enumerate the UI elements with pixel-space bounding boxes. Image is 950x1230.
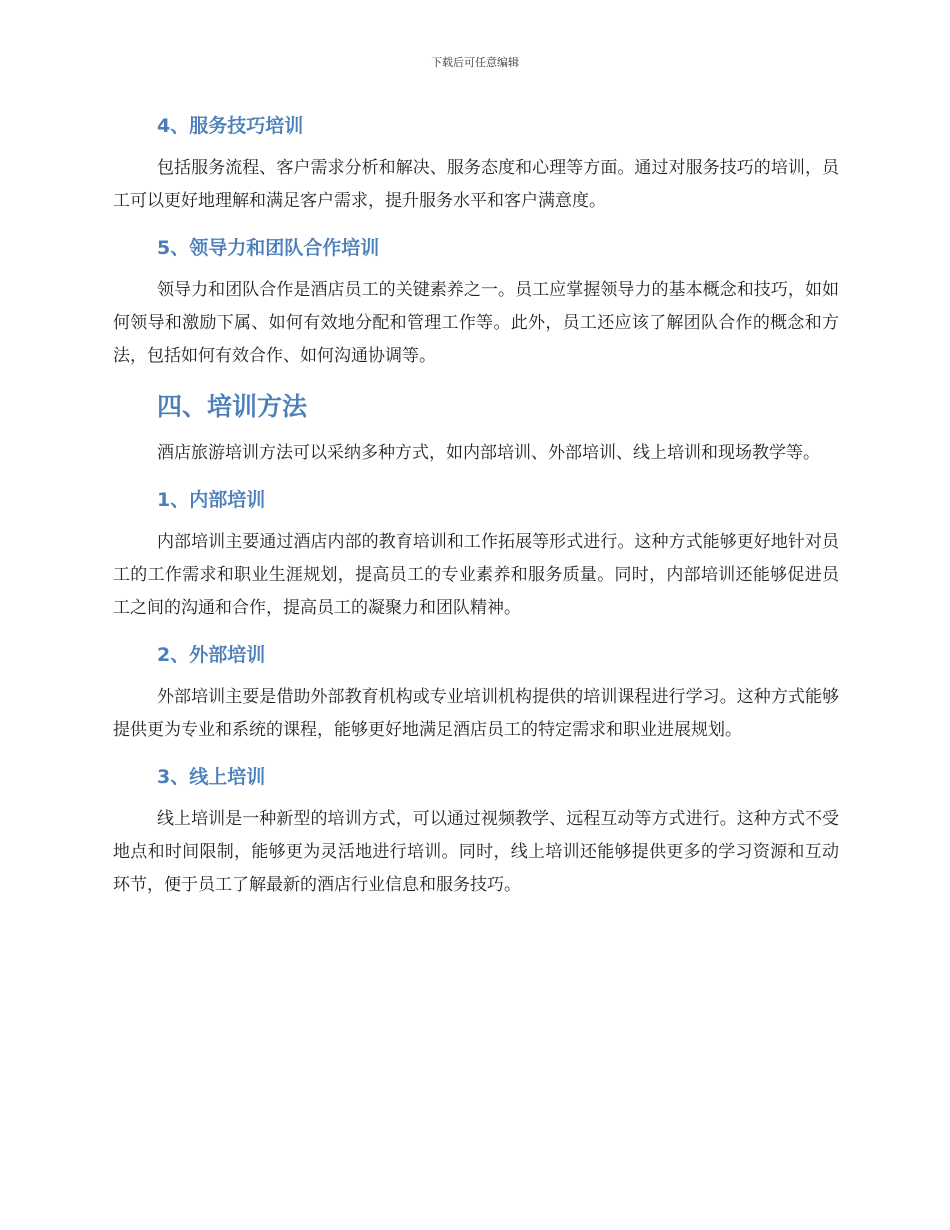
section-heading-service-skills: 4、服务技巧培训	[157, 115, 304, 137]
section-heading-internal-training: 1、内部培训	[157, 489, 266, 511]
paragraph-leadership: 领导力和团队合作是酒店员工的关键素养之一。员工应掌握领导力的基本概念和技巧，如如何领导和激励下属、如何有效地分配和管理工作等。此外，员工还应该了解团队合作的概念和方法，包括如何有效合作、如何沟通协调等。	[113, 280, 839, 366]
paragraph-internal-training: 内部培训主要通过酒店内部的教育培训和工作拓展等形式进行。这种方式能够更好地针对员工的工作需求和职业生涯规划，提高员工的专业素养和服务质量。同时，内部培训还能够促进员工之间的沟通和合作，提高员工的凝聚力和团队精神。	[113, 532, 839, 618]
chapter-heading-training-methods: 四、培训方法	[157, 392, 308, 421]
paragraph-training-methods: 酒店旅游培训方法可以采纳多种方式，如内部培训、外部培训、线上培训和现场教学等。	[157, 443, 820, 463]
paragraph-online-training: 线上培训是一种新型的培训方式，可以通过视频教学、远程互动等方式进行。这种方式不受地点和时间限制，能够更为灵活地进行培训。同时，线上培训还能够提供更多的学习资源和互动环节，便于员工了解最新的酒店行业信息和服务技巧。	[113, 809, 839, 895]
paragraph-external-training: 外部培训主要是借助外部教育机构或专业培训机构提供的培训课程进行学习。这种方式能够提供更为专业和系统的课程，能够更好地满足酒店员工的特定需求和职业进展规划。	[113, 687, 839, 740]
section-heading-online-training: 3、线上培训	[157, 766, 266, 788]
section-heading-leadership: 5、领导力和团队合作培训	[157, 237, 380, 259]
paragraph-service-skills: 包括服务流程、客户需求分析和解决、服务态度和心理等方面。通过对服务技巧的培训，员工可以更好地理解和满足客户需求，提升服务水平和客户满意度。	[113, 158, 839, 211]
section-heading-external-training: 2、外部培训	[157, 644, 266, 666]
page-header-note: 下载后可任意编辑	[431, 56, 519, 69]
document-body	[113, 112, 839, 902]
